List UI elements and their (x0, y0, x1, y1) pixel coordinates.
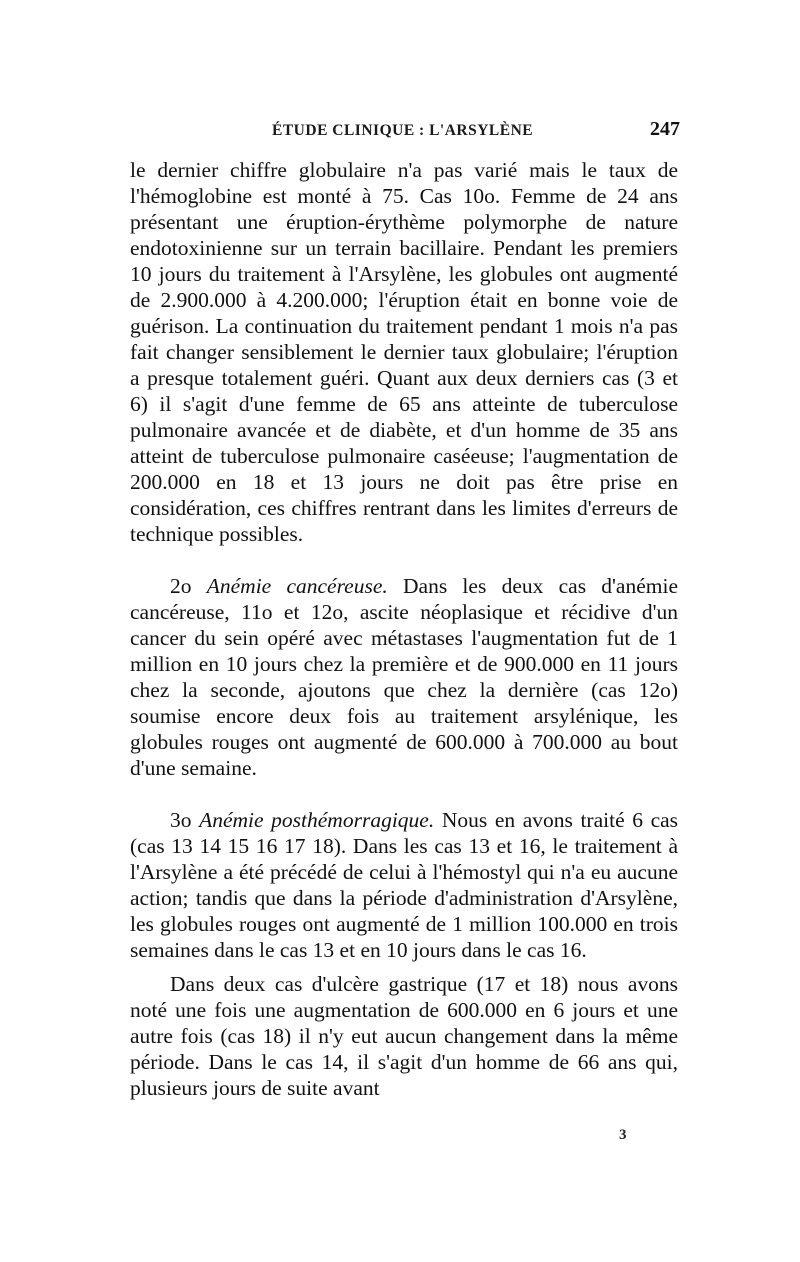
signature-mark: 3 (619, 1127, 627, 1143)
section-text: Dans les deux cas d'anémie cancéreuse, 11o et 12o, ascite néoplasique et récidive d'un cancer du sein opéré avec métastases l'augmentation fut de 1 million en 10 jours chez la première et de 900.000 en 11 jours chez la seconde, ajoutons que chez la dernière (cas 12o) soumise encore deux fois au traitement arsylénique, les globules rouges ont augmenté de 600.000 à 700.000 au bout d'une semaine. (130, 574, 679, 780)
paragraph-continuation: le dernier chiffre globulaire n'a pas varié mais le taux de l'hémoglobine est monté à 75. Cas 10o. Femme de 24 ans présentant une éruption-érythème polymorphe de nature endotoxinienne sur un terrain bacillaire. Pendant les premiers 10 jours du traitement à l'Arsylène, les globules ont augmenté de 2.900.000 à 4.200.000; l'éruption était en bonne voie de guérison. La continuation du traitement pendant 1 mois n'a pas fait changer sensiblement le dernier taux globulaire; l'éruption a presque totalement guéri. Quant aux deux derniers cas (3 et 6) il s'agit d'une femme de 65 ans atteinte de tuberculose pulmonaire avancée et de diabète, et d'un homme de 35 ans atteint de tuberculose pulmonaire caséeuse; l'augmentation de 200.000 en 18 et 13 jours ne doit pas être prise en considération, ces chiffres rentrant dans les limites d'erreurs de technique possibles. (130, 158, 678, 546)
paragraph-ulcere: Dans deux cas d'ulcère gastrique (17 et 18) nous avons noté une fois une augmentation de 600.000 en 6 jours et une autre fois (cas 18) il n'y eut aucun changement dans la même période. Dans le cas 14, il s'agit d'un homme de 66 ans qui, plusieurs jours de suite avant (130, 972, 678, 1100)
section-anemie-cancereuse (130, 573, 678, 781)
section-number: 2o (170, 574, 192, 598)
section-title: Anémie posthémorragique. (199, 808, 435, 832)
page-number: 247 (650, 118, 680, 140)
running-head (130, 118, 680, 144)
text-block (130, 157, 678, 1101)
section-number: 3o (170, 808, 192, 832)
section-anemie-posthemorragique (130, 807, 678, 963)
section-text: Nous en avons traité 6 cas (cas 13 14 15 16 17 18). Dans les cas 13 et 16, le traitement à l'Arsylène a été précédé de celui à l'hémostyl qui n'a eu aucune action; tandis que dans la période d'administration d'Arsylène, les globules rouges ont augmenté de 1 million 100.000 en trois semaines dans le cas 13 et en 10 jours dans le cas 16. (130, 808, 679, 962)
running-title: ÉTUDE CLINIQUE : L'ARSYLÈNE (272, 122, 534, 139)
section-title: Anémie cancéreuse. (206, 574, 388, 598)
